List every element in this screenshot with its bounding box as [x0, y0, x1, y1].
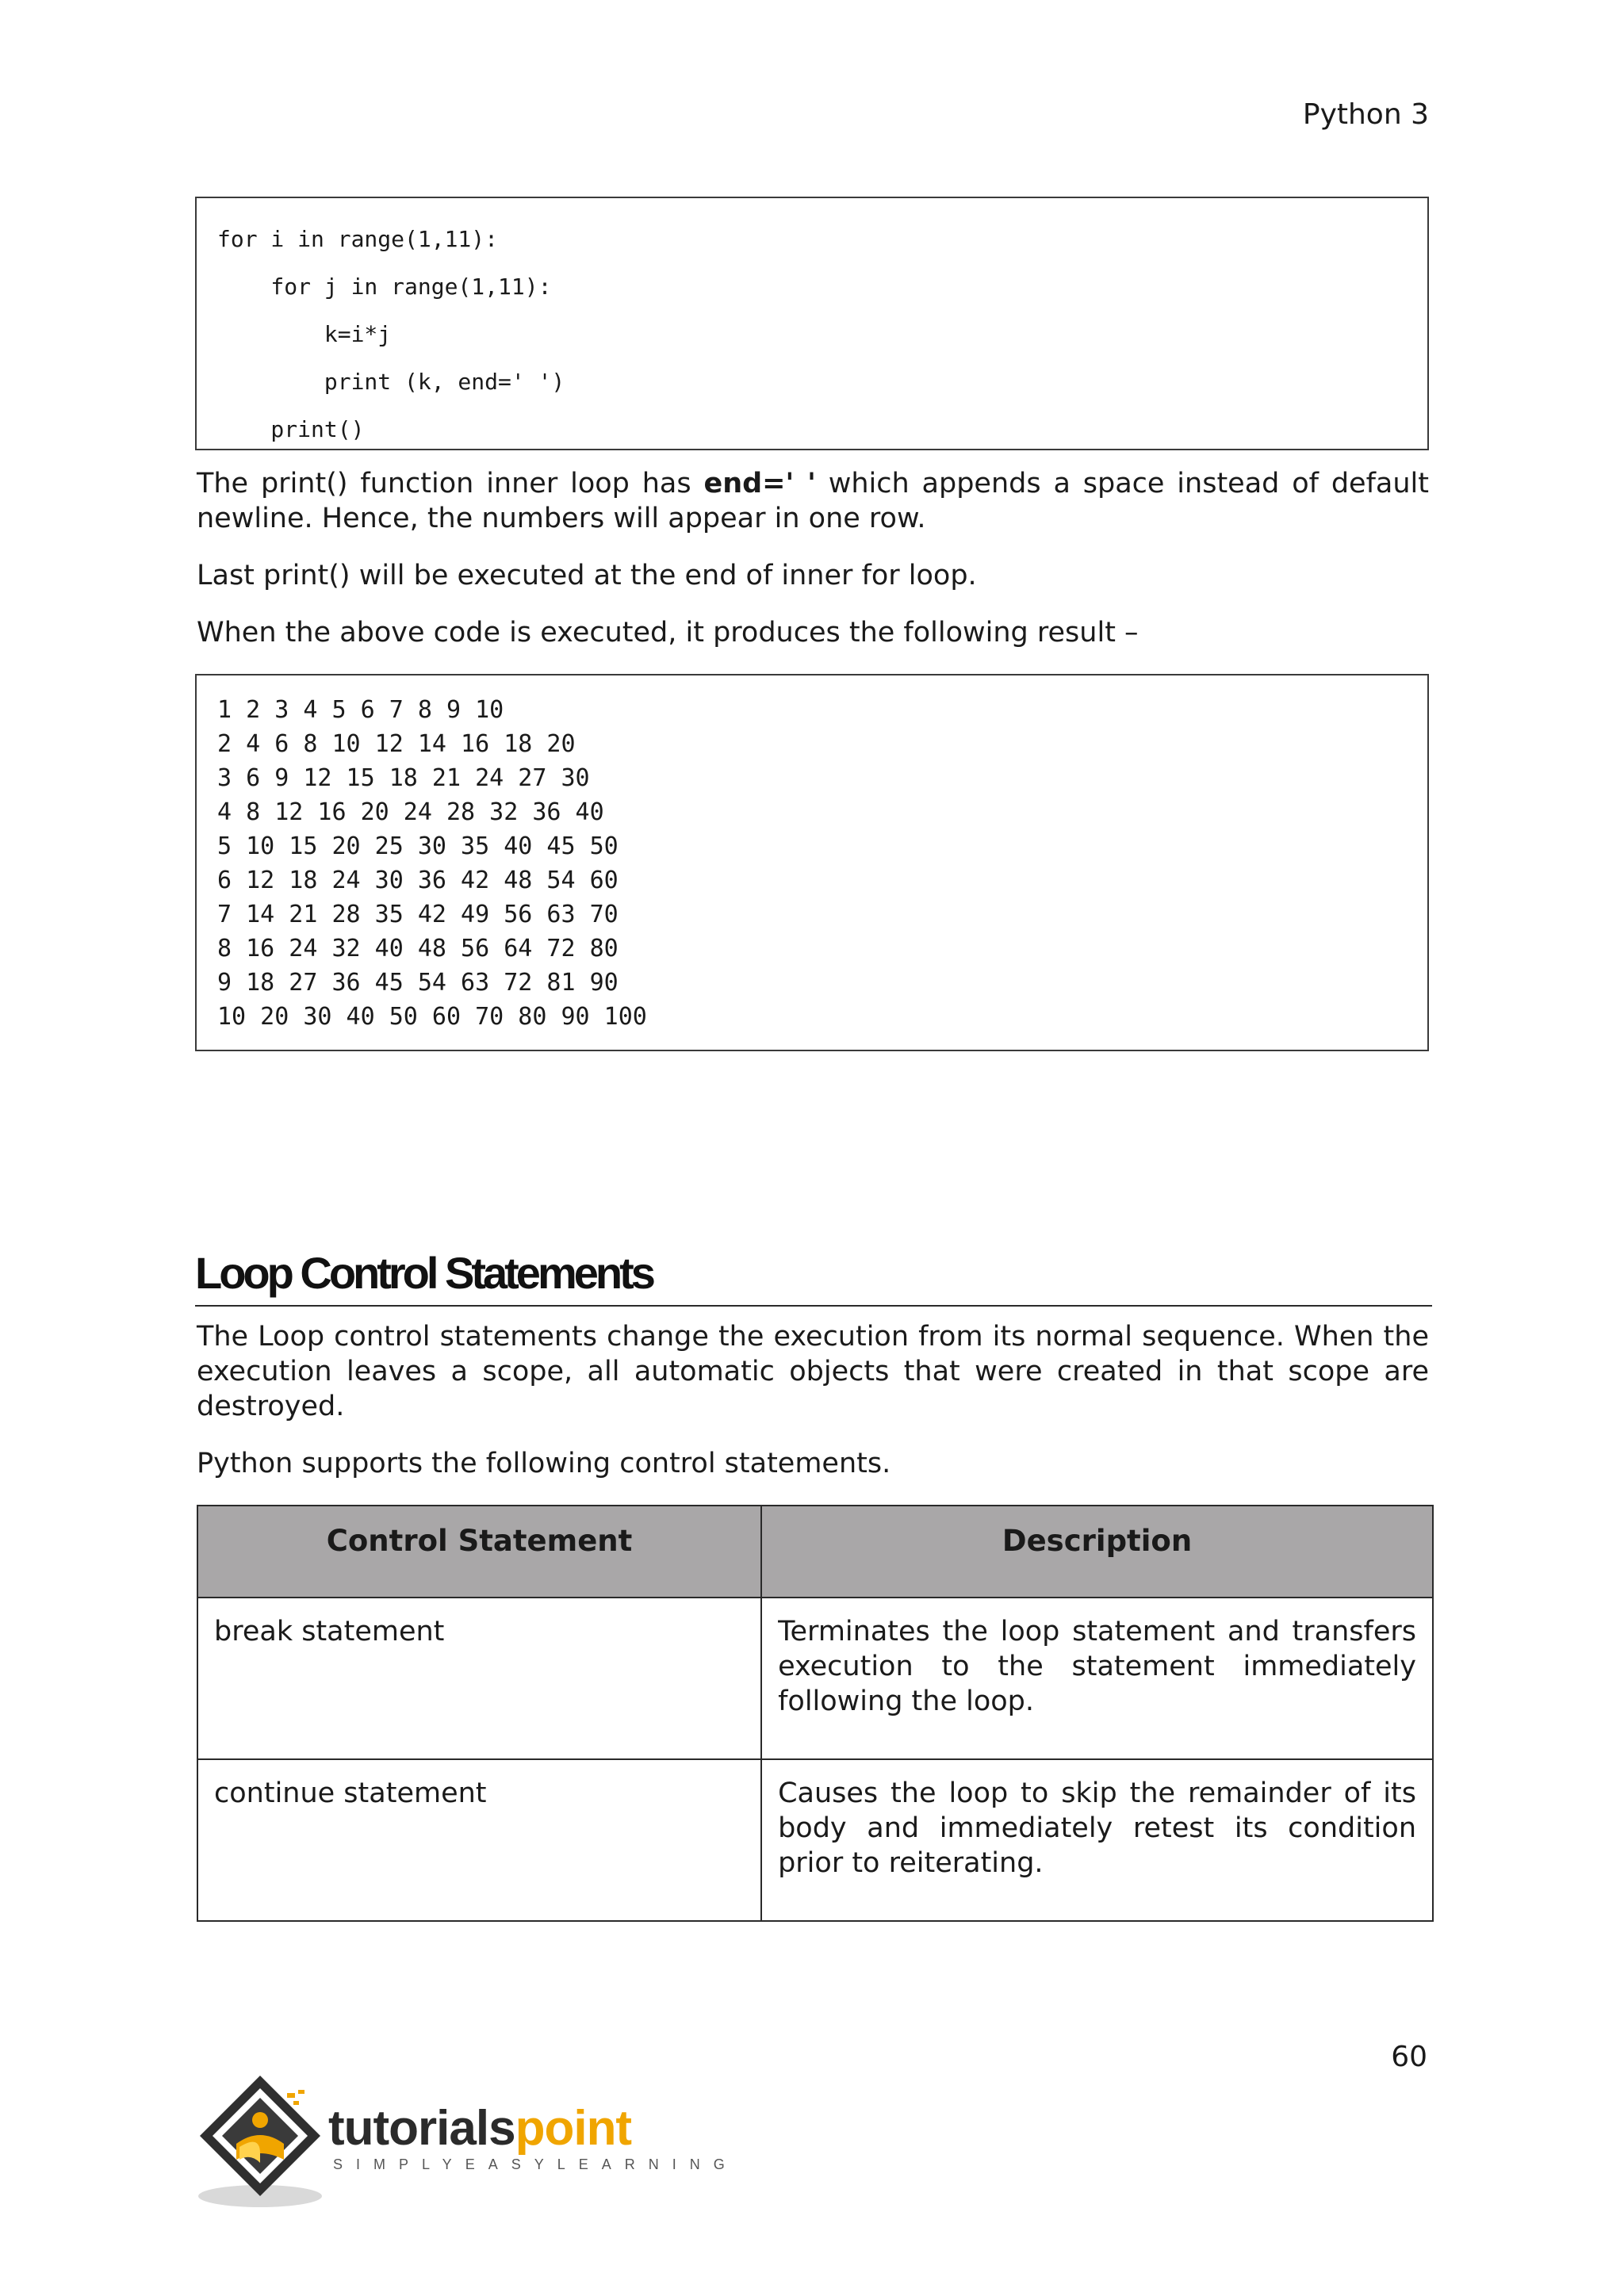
tutorialspoint-logo	[195, 2071, 738, 2214]
inline-code-end: end=' '	[703, 468, 816, 499]
code-block	[195, 197, 1429, 450]
table-cell-description: Terminates the loop statement and transfers execution to the statement immediately following the loop.	[761, 1598, 1433, 1759]
output-block	[195, 674, 1429, 1051]
table-cell-statement: break statement	[197, 1598, 761, 1759]
section-heading: Loop Control Statements	[195, 1242, 1432, 1307]
code-line: for j in range(1,11):	[217, 274, 552, 300]
code-line: print()	[217, 416, 365, 442]
logo-wordmark: tutorialspoint	[328, 2101, 632, 2156]
table-header-row	[197, 1506, 1433, 1598]
output-line: 9 18 27 36 45 54 63 72 81 90	[217, 969, 619, 997]
paragraph-last-print: Last print() will be executed at the end of inner for loop.	[197, 560, 977, 591]
table-cell-statement: continue statement	[197, 1759, 761, 1921]
output-line: 5 10 15 20 25 30 35 40 45 50	[217, 832, 619, 860]
code-line: k=i*j	[217, 321, 392, 347]
table-cell-description: Causes the loop to skip the remainder of its body and immediately retest its condition prior to reiterating.	[761, 1759, 1433, 1921]
control-statements-table	[197, 1505, 1434, 1922]
paragraph-end-explanation	[197, 466, 1429, 536]
paragraph-loop-control-intro: The Loop control statements change the execution from its normal sequence. When the execution leaves a scope, all automatic objects that were created in that scope are destroyed.	[197, 1321, 1429, 1422]
output-line: 3 6 9 12 15 18 21 24 27 30	[217, 764, 590, 792]
paragraph-text: The print() function inner loop has	[197, 468, 704, 499]
table-row	[197, 1759, 1433, 1921]
code-line: for i in range(1,11):	[217, 226, 499, 252]
output-line: 4 8 12 16 20 24 28 32 36 40	[217, 798, 604, 826]
code-line: print (k, end=' ')	[217, 369, 565, 395]
running-header: Python 3	[1302, 98, 1429, 131]
paragraph-result-intro: When the above code is executed, it produces the following result –	[197, 617, 1139, 649]
table-header-cell: Control Statement	[197, 1506, 761, 1598]
logo-tagline: SIMPLYEASYLEARNING	[333, 2156, 738, 2172]
output-line: 8 16 24 32 40 48 56 64 72 80	[217, 935, 619, 962]
logo-emblem-icon	[195, 2071, 330, 2214]
table-header-cell: Description	[761, 1506, 1433, 1598]
output-line: 1 2 3 4 5 6 7 8 9 10	[217, 696, 504, 724]
table-row	[197, 1598, 1433, 1759]
output-line: 2 4 6 8 10 12 14 16 18 20	[217, 730, 576, 758]
output-line: 10 20 30 40 50 60 70 80 90 100	[217, 1003, 647, 1031]
output-line: 7 14 21 28 35 42 49 56 63 70	[217, 901, 619, 928]
paragraph-text: which appends a space instead of default newline. Hence, the numbers will appear in one row.	[197, 468, 1429, 534]
paragraph-supports: Python supports the following control statements.	[197, 1448, 891, 1479]
page-number: 60	[1391, 2041, 1427, 2073]
output-line: 6 12 18 24 30 36 42 48 54 60	[217, 867, 619, 894]
